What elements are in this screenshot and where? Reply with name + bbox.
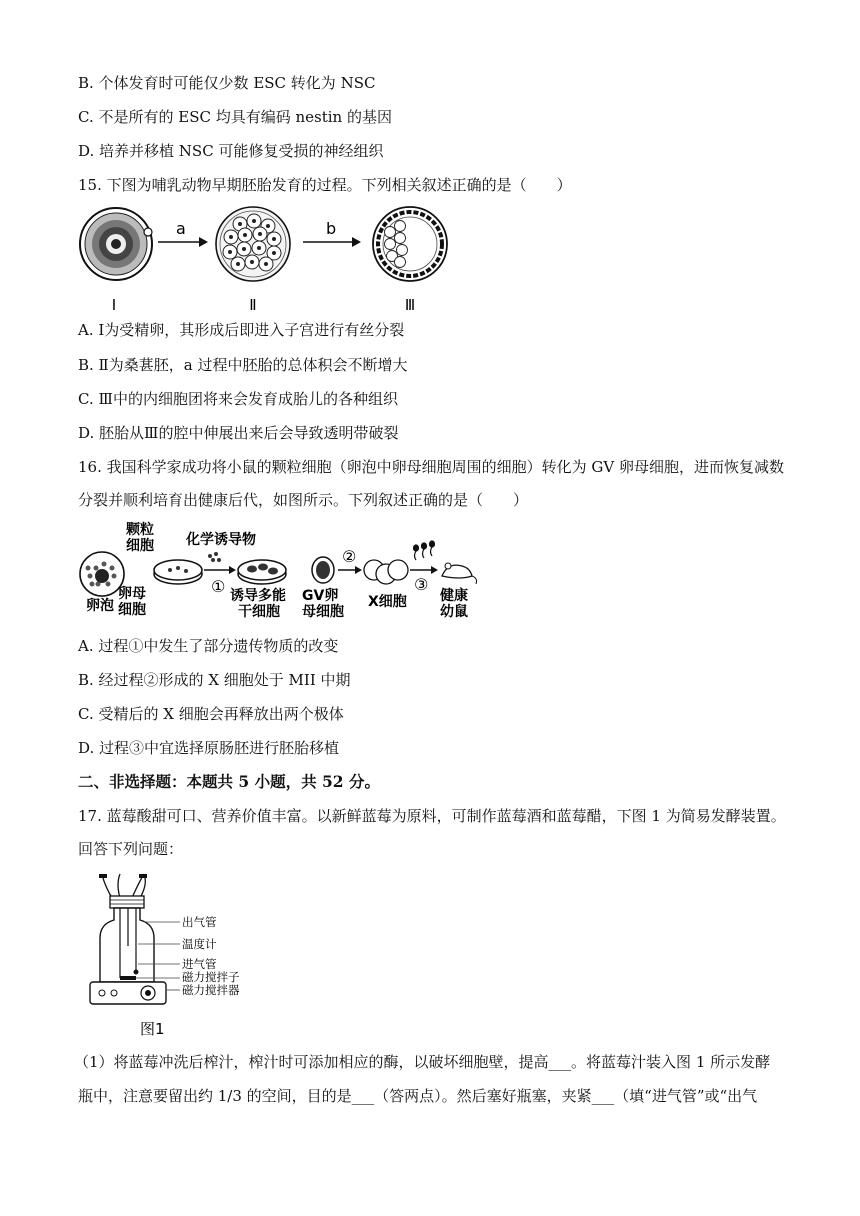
q14-option-c: C. 不是所有的 ESC 均具有编码 nestin 的基因 (78, 108, 392, 126)
q16-option-b: B. 经过程②形成的 X 细胞处于 MII 中期 (78, 671, 351, 689)
oocyte-label-1: 卵母 (118, 586, 146, 602)
healthy-mouse-label-1: 健康 (440, 588, 468, 604)
x-cells-figure (364, 560, 408, 584)
healthy-mouse-label-2: 幼鼠 (440, 604, 468, 620)
thermometer-label: 温度计 (182, 937, 217, 951)
q15-option-a: A. Ⅰ为受精卵，其形成后即进入子宫进行有丝分裂 (78, 321, 405, 339)
inlet-tube-label: 进气管 (182, 957, 217, 971)
chemical-inducer-label: 化学诱导物 (186, 532, 256, 548)
gv-oocyte-label-1: GV卵 (302, 588, 339, 604)
q16-option-d: D. 过程③中宜选择原肠胚进行胚胎移植 (78, 739, 340, 757)
ips-label-2: 干细胞 (238, 604, 280, 620)
stir-bar (120, 976, 136, 980)
gas-tubes (102, 874, 145, 898)
q16-option-c: C. 受精后的 X 细胞会再释放出两个极体 (78, 705, 344, 723)
stage-3-label: Ⅲ (404, 296, 416, 314)
q14-option-d: D. 培养并移植 NSC 可能修复受损的神经组织 (78, 142, 384, 160)
q17-stem-line1: 17. 蓝莓酸甜可口、营养价值丰富。以新鲜蓝莓为原料，可制作蓝莓酒和蓝莓醋，下图 1 为简易发酵装置。 (78, 807, 786, 825)
q16-option-a: A. 过程①中发生了部分遗传物质的改变 (78, 637, 339, 655)
stage-1-label: Ⅰ (111, 296, 117, 314)
section-2-heading: 二、非选择题：本题共 5 小题，共 52 分。 (78, 772, 380, 791)
q15-option-c: C. Ⅲ中的内细胞团将来会发育成胎儿的各种组织 (78, 390, 398, 408)
clamps (99, 874, 147, 878)
ips-label-1: 诱导多能 (230, 588, 286, 604)
sperm-icon (414, 541, 435, 560)
fermentation-apparatus-figure (88, 868, 268, 1040)
morula-figure (216, 207, 290, 281)
culture-dish-2 (238, 560, 286, 584)
zygote-figure (80, 208, 152, 280)
follicle-label: 卵泡 (86, 598, 114, 614)
step-2-label: ② (342, 547, 357, 566)
stopper (110, 896, 144, 908)
culture-dish-1 (154, 560, 202, 584)
stir-bar-label: 磁力搅拌子 (182, 970, 240, 984)
gv-oocyte-label-2: 母细胞 (302, 604, 344, 620)
mouse-icon (442, 563, 477, 584)
q17-stem-line2: 回答下列问题： (78, 840, 184, 858)
q14-option-b: B. 个体发育时可能仅少数 ESC 转化为 NSC (78, 74, 376, 92)
magnetic-stirrer-label: 磁力搅拌器 (182, 983, 240, 997)
granulosa-label-2: 细胞 (126, 538, 154, 554)
figure-1-caption: 图1 (140, 1020, 165, 1038)
stage-2-label: Ⅱ (249, 296, 257, 314)
q17-sub1-line2: 瓶中，注意要留出约 1/3 的空间，目的是___（答两点）。然后塞好瓶塞，夹紧___（填“进气管”或“出气 (78, 1087, 758, 1105)
q15-option-d: D. 胚胎从Ⅲ的腔中伸展出来后会导致透明带破裂 (78, 424, 399, 442)
q17-sub1-line1: （1）将蓝莓冲洗后榨汁，榨汁时可添加相应的酶，以破坏细胞壁，提高___。将蓝莓汁装入图 1 所示发酵 (74, 1053, 771, 1071)
granulosa-to-oocyte-figure (78, 518, 478, 626)
q15-stem: 15. 下图为哺乳动物早期胚胎发育的过程。下列相关叙述正确的是（ ） (78, 176, 572, 194)
outlet-tube-label: 出气管 (182, 915, 217, 929)
fermentation-bottle (100, 908, 154, 982)
step-3-label: ③ (414, 575, 429, 594)
chemical-drops-icon (208, 552, 221, 562)
oocyte-label-2: 细胞 (118, 602, 146, 618)
arrow-b-label: b (326, 219, 337, 238)
q15-option-b: B. Ⅱ为桑葚胚，a 过程中胚胎的总体积会不断增大 (78, 356, 408, 374)
step-1-label: ① (211, 577, 226, 596)
q16-stem-line1: 16. 我国科学家成功将小鼠的颗粒细胞（卵泡中卵母细胞周围的细胞）转化为 GV 卵母细胞，进而恢复减数 (78, 458, 784, 476)
gv-oocyte-figure (312, 557, 334, 583)
blastocyst-figure (373, 207, 447, 281)
arrow-a-label: a (176, 219, 186, 238)
embryo-development-figure (78, 202, 458, 320)
granulosa-label-1: 颗粒 (126, 522, 154, 538)
x-cell-label: X细胞 (368, 594, 407, 610)
q16-stem-line2: 分裂并顺利培育出健康后代，如图所示。下列叙述正确的是（ ） (78, 491, 529, 509)
